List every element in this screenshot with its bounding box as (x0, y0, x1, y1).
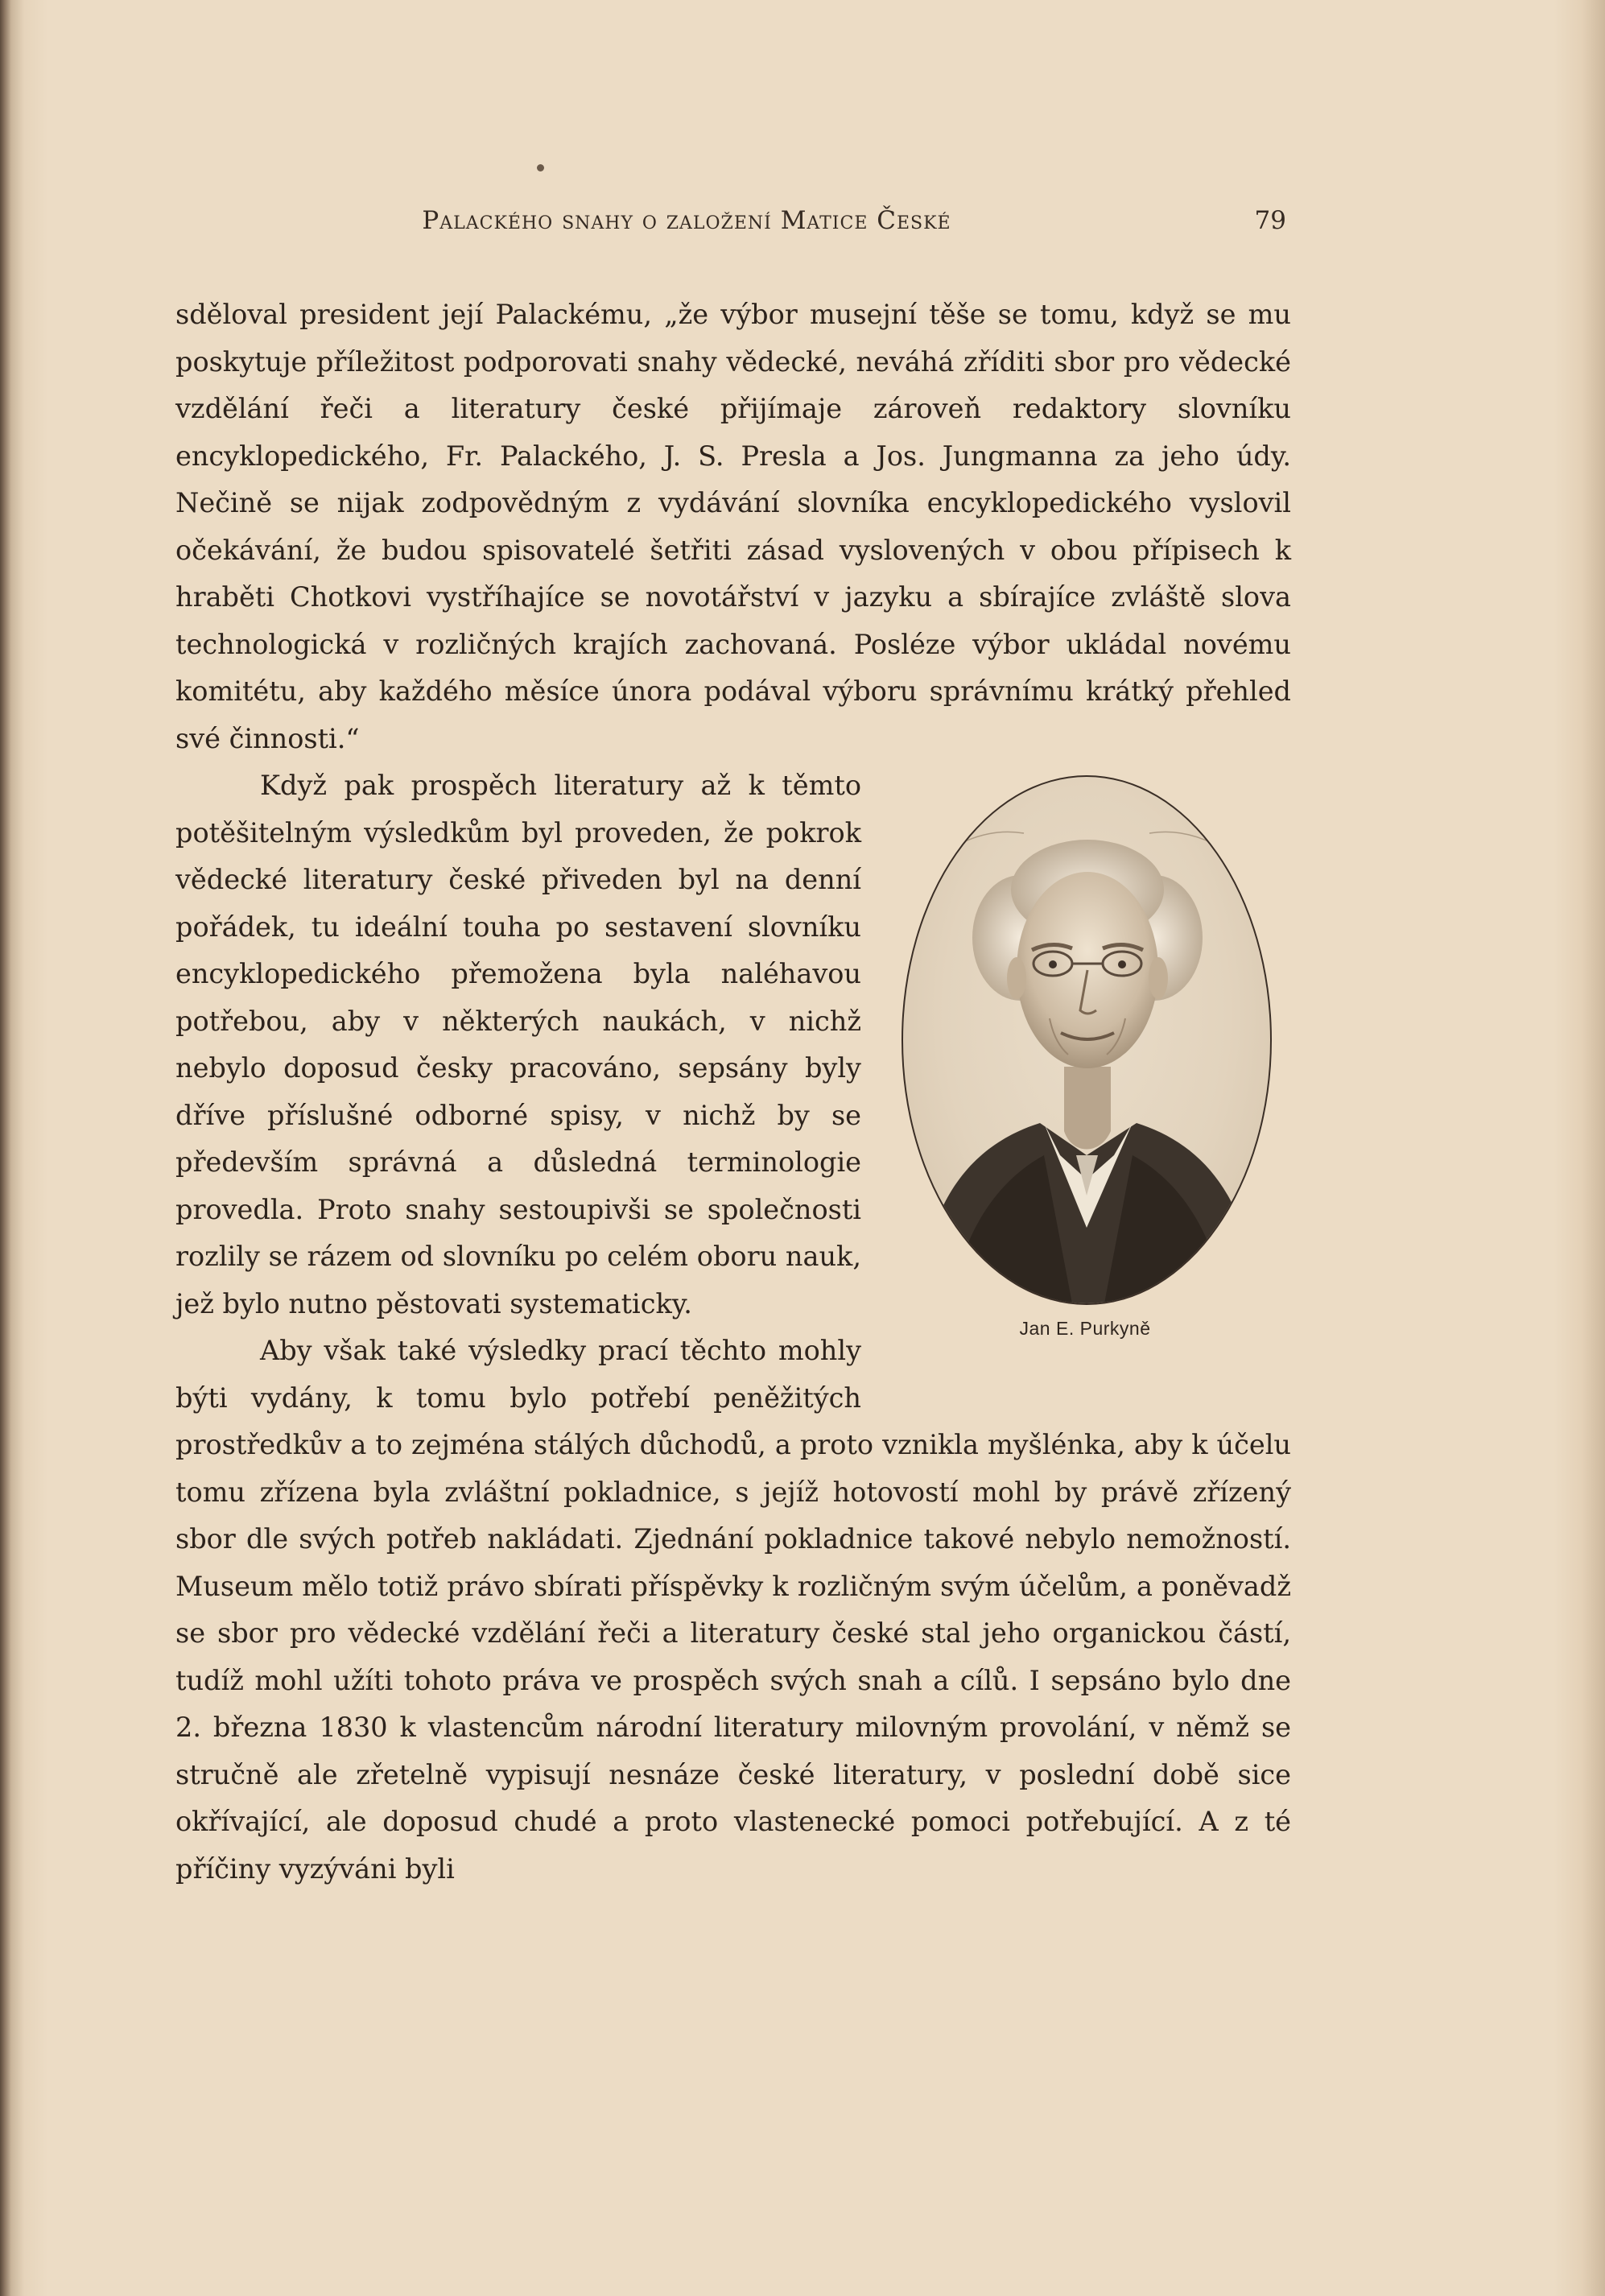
running-header (175, 206, 1286, 254)
paragraph-1: sděloval president její Palackému, „že výbor musejní těše se tomu, když se mu poskytuje příležitost podporovati snahy vědecké, neváhá zříditi sbor pro vědecké vzdělání řeči a literatury české přijímaje zároveň redaktory slovníku encyklopedického, Fr. Palackého, J. S. Presla a Jos. Jungmanna za jeho údy. Nečině se nijak zodpovědným z vydávání slovníka encyklopedického vyslovil očekávání, že budou spisovatelé šetřiti zásad vyslovených v obou přípisech k hraběti Chotkovi vystříhajíce se novotářství v jazyku a sbírajíce zvláště slova technologická v rozličných krajích zachovaná. Posléze výbor ukládal novému komitétu, aby každého měsíce února podával výboru správnímu krátký přehled své činnosti.“ (175, 299, 1291, 754)
portrait-figure (895, 770, 1298, 1406)
portrait-engraving (903, 777, 1270, 1303)
portrait-caption: Jan E. Purkyně (1019, 1318, 1151, 1339)
ink-dot (537, 164, 544, 171)
page-number: 79 (1254, 206, 1286, 235)
paragraph-2: Když pak prospěch literatury až k těmto potěšitelným výsledkům byl proveden, že pokrok vědecké literatury české přiveden byl na denní pořádek, tu ideální touha po sestavení slovníku encyklopedického přemožena byla naléhavou potřebou, aby v některých naukách, v nichž nebylo doposud česky pracováno, sepsány byly dříve příslušné odborné spisy, v nichž by se především správná a důsledná terminologie provedla. Proto snahy sestoupivši se společnosti rozlily se rázem od slovníku po celém oboru nauk, jež bylo nutno pěstovati systematicky. (175, 770, 861, 1319)
portrait-oval-frame (902, 775, 1272, 1305)
body-text (175, 291, 1291, 1893)
paragraph-3: Aby však také výsledky prací těchto mohly býti vydány, k tomu bylo potřebí peněžitých prostředkův a to zejména stálých důchodů, a proto vznikla myšlénka, aby k účelu tomu zřízena byla zvláštní pokladnice, s jejíž hotovostí mohl by právě zřízený sbor dle svých potřeb nakládati. Zjednání pokladnice takové nebylo nemožností. Museum mělo totiž právo sbírati příspěvky k rozličným svým účelům, a poněvadž se sbor pro vědecké vzdělání řeči a literatury české stal jeho organickou částí, tudíž mohl užíti tohoto práva ve prospěch svých snah a cílů. I sepsáno bylo dne 2. března 1830 k vlastencům národní literatury milovným provolání, v němž se stručně ale zřetelně vypisují nesnáze české literatury, v poslední době sice okřívající, ale doposud chudé a proto vlastenecké pomoci potřebující. A z té příčiny vyzýváni byli (175, 1335, 1291, 1885)
running-title: Palackého snahy o založení Matice České (422, 206, 951, 235)
